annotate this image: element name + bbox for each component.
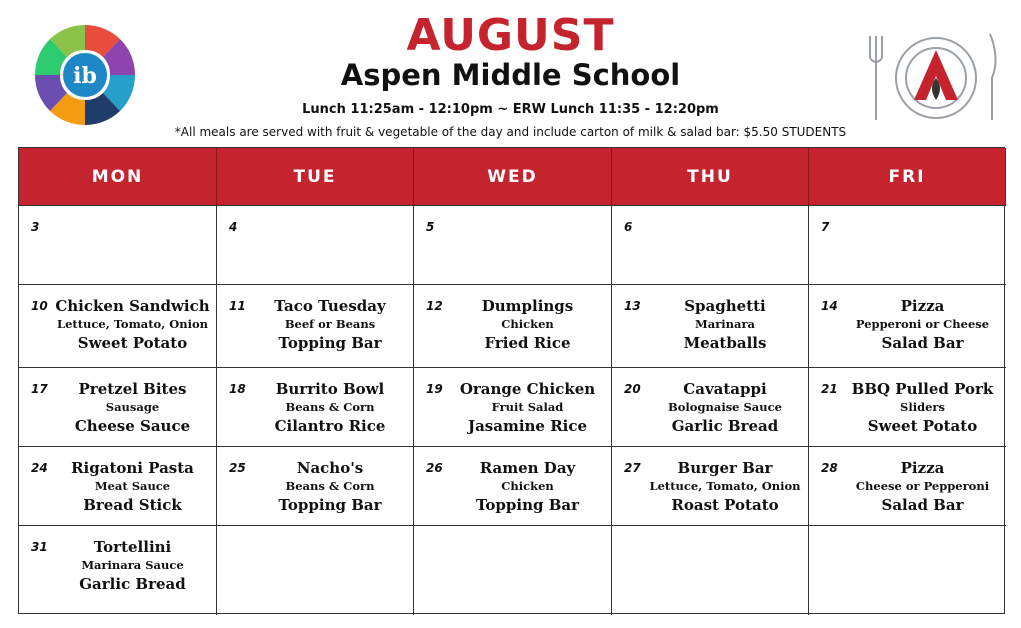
main-dish: Nacho's bbox=[296, 459, 364, 477]
meal-entry bbox=[444, 382, 611, 434]
calendar-cell bbox=[414, 206, 612, 285]
calendar-cell bbox=[217, 206, 414, 285]
date-number: 17 bbox=[31, 382, 48, 396]
meal-entry bbox=[247, 299, 413, 351]
dish-detail: Pepperoni or Cheese bbox=[855, 317, 990, 331]
calendar-cell bbox=[809, 368, 1006, 447]
side-dish: Jasamine Rice bbox=[467, 416, 588, 435]
date-number: 6 bbox=[624, 220, 633, 234]
date-number: 5 bbox=[426, 220, 435, 234]
main-dish: Ramen Day bbox=[479, 459, 576, 477]
dish-detail: Sausage bbox=[105, 400, 160, 414]
main-dish: Taco Tuesday bbox=[274, 297, 386, 315]
date-number: 4 bbox=[229, 220, 238, 234]
main-dish: BBQ Pulled Pork bbox=[851, 380, 994, 398]
date-number: 14 bbox=[821, 299, 838, 313]
side-dish: Topping Bar bbox=[278, 333, 382, 352]
side-dish: Fried Rice bbox=[484, 333, 571, 352]
calendar-cell bbox=[19, 285, 217, 368]
meal-entry bbox=[642, 299, 808, 351]
dish-detail: Lettuce, Tomato, Onion bbox=[649, 479, 801, 493]
date-number: 25 bbox=[229, 461, 246, 475]
meal-entry bbox=[839, 461, 1006, 513]
side-dish: Garlic Bread bbox=[671, 416, 779, 435]
date-number: 20 bbox=[624, 382, 641, 396]
day-header-thu: THU bbox=[612, 148, 809, 206]
side-dish: Salad Bar bbox=[881, 495, 964, 514]
main-dish: Dumplings bbox=[481, 297, 574, 315]
date-number: 24 bbox=[31, 461, 48, 475]
meal-entry bbox=[642, 461, 808, 513]
calendar-cell bbox=[19, 368, 217, 447]
meal-entry bbox=[839, 299, 1006, 351]
side-dish: Salad Bar bbox=[881, 333, 964, 352]
meal-entry bbox=[49, 382, 216, 434]
dish-detail: Beans & Corn bbox=[285, 400, 375, 414]
meal-entry bbox=[49, 299, 216, 351]
main-dish: Pretzel Bites bbox=[78, 380, 187, 398]
main-dish: Pizza bbox=[900, 297, 945, 315]
calendar-cell bbox=[414, 285, 612, 368]
main-dish: Orange Chicken bbox=[459, 380, 596, 398]
meal-entry bbox=[49, 461, 216, 513]
date-number: 11 bbox=[229, 299, 246, 313]
date-number: 7 bbox=[821, 220, 830, 234]
day-header-tue: TUE bbox=[217, 148, 414, 206]
meal-entry bbox=[642, 382, 808, 434]
calendar-cell bbox=[217, 526, 414, 615]
side-dish: Roast Potato bbox=[671, 495, 779, 514]
calendar-cell bbox=[809, 526, 1006, 615]
calendar-cell bbox=[612, 206, 809, 285]
date-number: 18 bbox=[229, 382, 246, 396]
lunch-times: Lunch 11:25am - 12:10pm ~ ERW Lunch 11:35 - 12:20pm bbox=[302, 102, 719, 117]
month-title: AUGUST bbox=[406, 10, 615, 61]
menu-calendar bbox=[18, 147, 1005, 614]
dish-detail: Cheese or Pepperoni bbox=[855, 479, 990, 493]
dish-detail: Bolognaise Sauce bbox=[668, 400, 782, 414]
date-number: 3 bbox=[31, 220, 40, 234]
calendar-cell bbox=[217, 447, 414, 526]
calendar-cell bbox=[217, 285, 414, 368]
date-number: 31 bbox=[31, 540, 48, 554]
calendar-cell bbox=[612, 285, 809, 368]
dining-logo-text: A bbox=[858, 28, 859, 29]
main-dish: Pizza bbox=[900, 459, 945, 477]
main-dish: Chicken Sandwich bbox=[55, 297, 210, 315]
dish-detail: Meat Sauce bbox=[94, 479, 171, 493]
dish-detail: Sliders bbox=[900, 400, 945, 414]
main-dish: Spaghetti bbox=[684, 297, 766, 315]
side-dish: Garlic Bread bbox=[79, 574, 186, 593]
calendar-cell bbox=[414, 368, 612, 447]
meal-entry bbox=[49, 540, 216, 592]
day-header-wed: WED bbox=[414, 148, 612, 206]
main-dish: Rigatoni Pasta bbox=[71, 459, 194, 477]
dish-detail: Chicken bbox=[501, 479, 554, 493]
school-name: Aspen Middle School bbox=[340, 58, 681, 92]
date-number: 27 bbox=[624, 461, 641, 475]
calendar-cell bbox=[612, 368, 809, 447]
calendar-cell bbox=[217, 368, 414, 447]
date-number: 19 bbox=[426, 382, 443, 396]
calendar-cell bbox=[809, 447, 1006, 526]
day-header-mon: MON bbox=[19, 148, 217, 206]
meal-note: *All meals are served with fruit & vegetable of the day and include carton of milk & salad bar: $5.50 STUDENTS bbox=[174, 125, 847, 139]
main-dish: Tortellini bbox=[93, 538, 172, 556]
meal-entry bbox=[444, 299, 611, 351]
meal-entry bbox=[247, 461, 413, 513]
calendar-cell bbox=[414, 526, 612, 615]
side-dish: Topping Bar bbox=[475, 495, 580, 514]
dish-detail: Marinara bbox=[695, 317, 755, 331]
side-dish: Cilantro Rice bbox=[274, 416, 386, 435]
side-dish: Cheese Sauce bbox=[74, 416, 191, 435]
calendar-cell bbox=[19, 447, 217, 526]
main-dish: Burger Bar bbox=[677, 459, 773, 477]
side-dish: Sweet Potato bbox=[867, 416, 978, 435]
side-dish: Sweet Potato bbox=[77, 333, 188, 352]
calendar-cell bbox=[414, 447, 612, 526]
main-dish: Burrito Bowl bbox=[275, 380, 385, 398]
dish-detail: Fruit Salad bbox=[491, 400, 564, 414]
side-dish: Meatballs bbox=[683, 333, 767, 352]
date-number: 10 bbox=[31, 299, 48, 313]
calendar-cell bbox=[19, 526, 217, 615]
dish-detail: Marinara Sauce bbox=[81, 558, 184, 572]
date-number: 13 bbox=[624, 299, 641, 313]
dish-detail: Chicken bbox=[501, 317, 554, 331]
date-number: 26 bbox=[426, 461, 443, 475]
meal-entry bbox=[839, 382, 1006, 434]
side-dish: Bread Stick bbox=[83, 495, 182, 514]
dish-detail: Beef or Beans bbox=[284, 317, 376, 331]
meal-entry bbox=[247, 382, 413, 434]
calendar-cell bbox=[19, 206, 217, 285]
day-header-fri: FRI bbox=[809, 148, 1006, 206]
side-dish: Topping Bar bbox=[278, 495, 382, 514]
calendar-cell bbox=[809, 206, 1006, 285]
main-dish: Cavatappi bbox=[683, 380, 767, 398]
meal-entry bbox=[444, 461, 611, 513]
date-number: 28 bbox=[821, 461, 838, 475]
calendar-cell bbox=[612, 447, 809, 526]
calendar-cell bbox=[612, 526, 809, 615]
dish-detail: Beans & Corn bbox=[285, 479, 375, 493]
calendar-cell bbox=[809, 285, 1006, 368]
date-number: 12 bbox=[426, 299, 443, 313]
date-number: 21 bbox=[821, 382, 838, 396]
dish-detail: Lettuce, Tomato, Onion bbox=[56, 317, 208, 331]
ib-logo-text: ib bbox=[73, 63, 97, 89]
